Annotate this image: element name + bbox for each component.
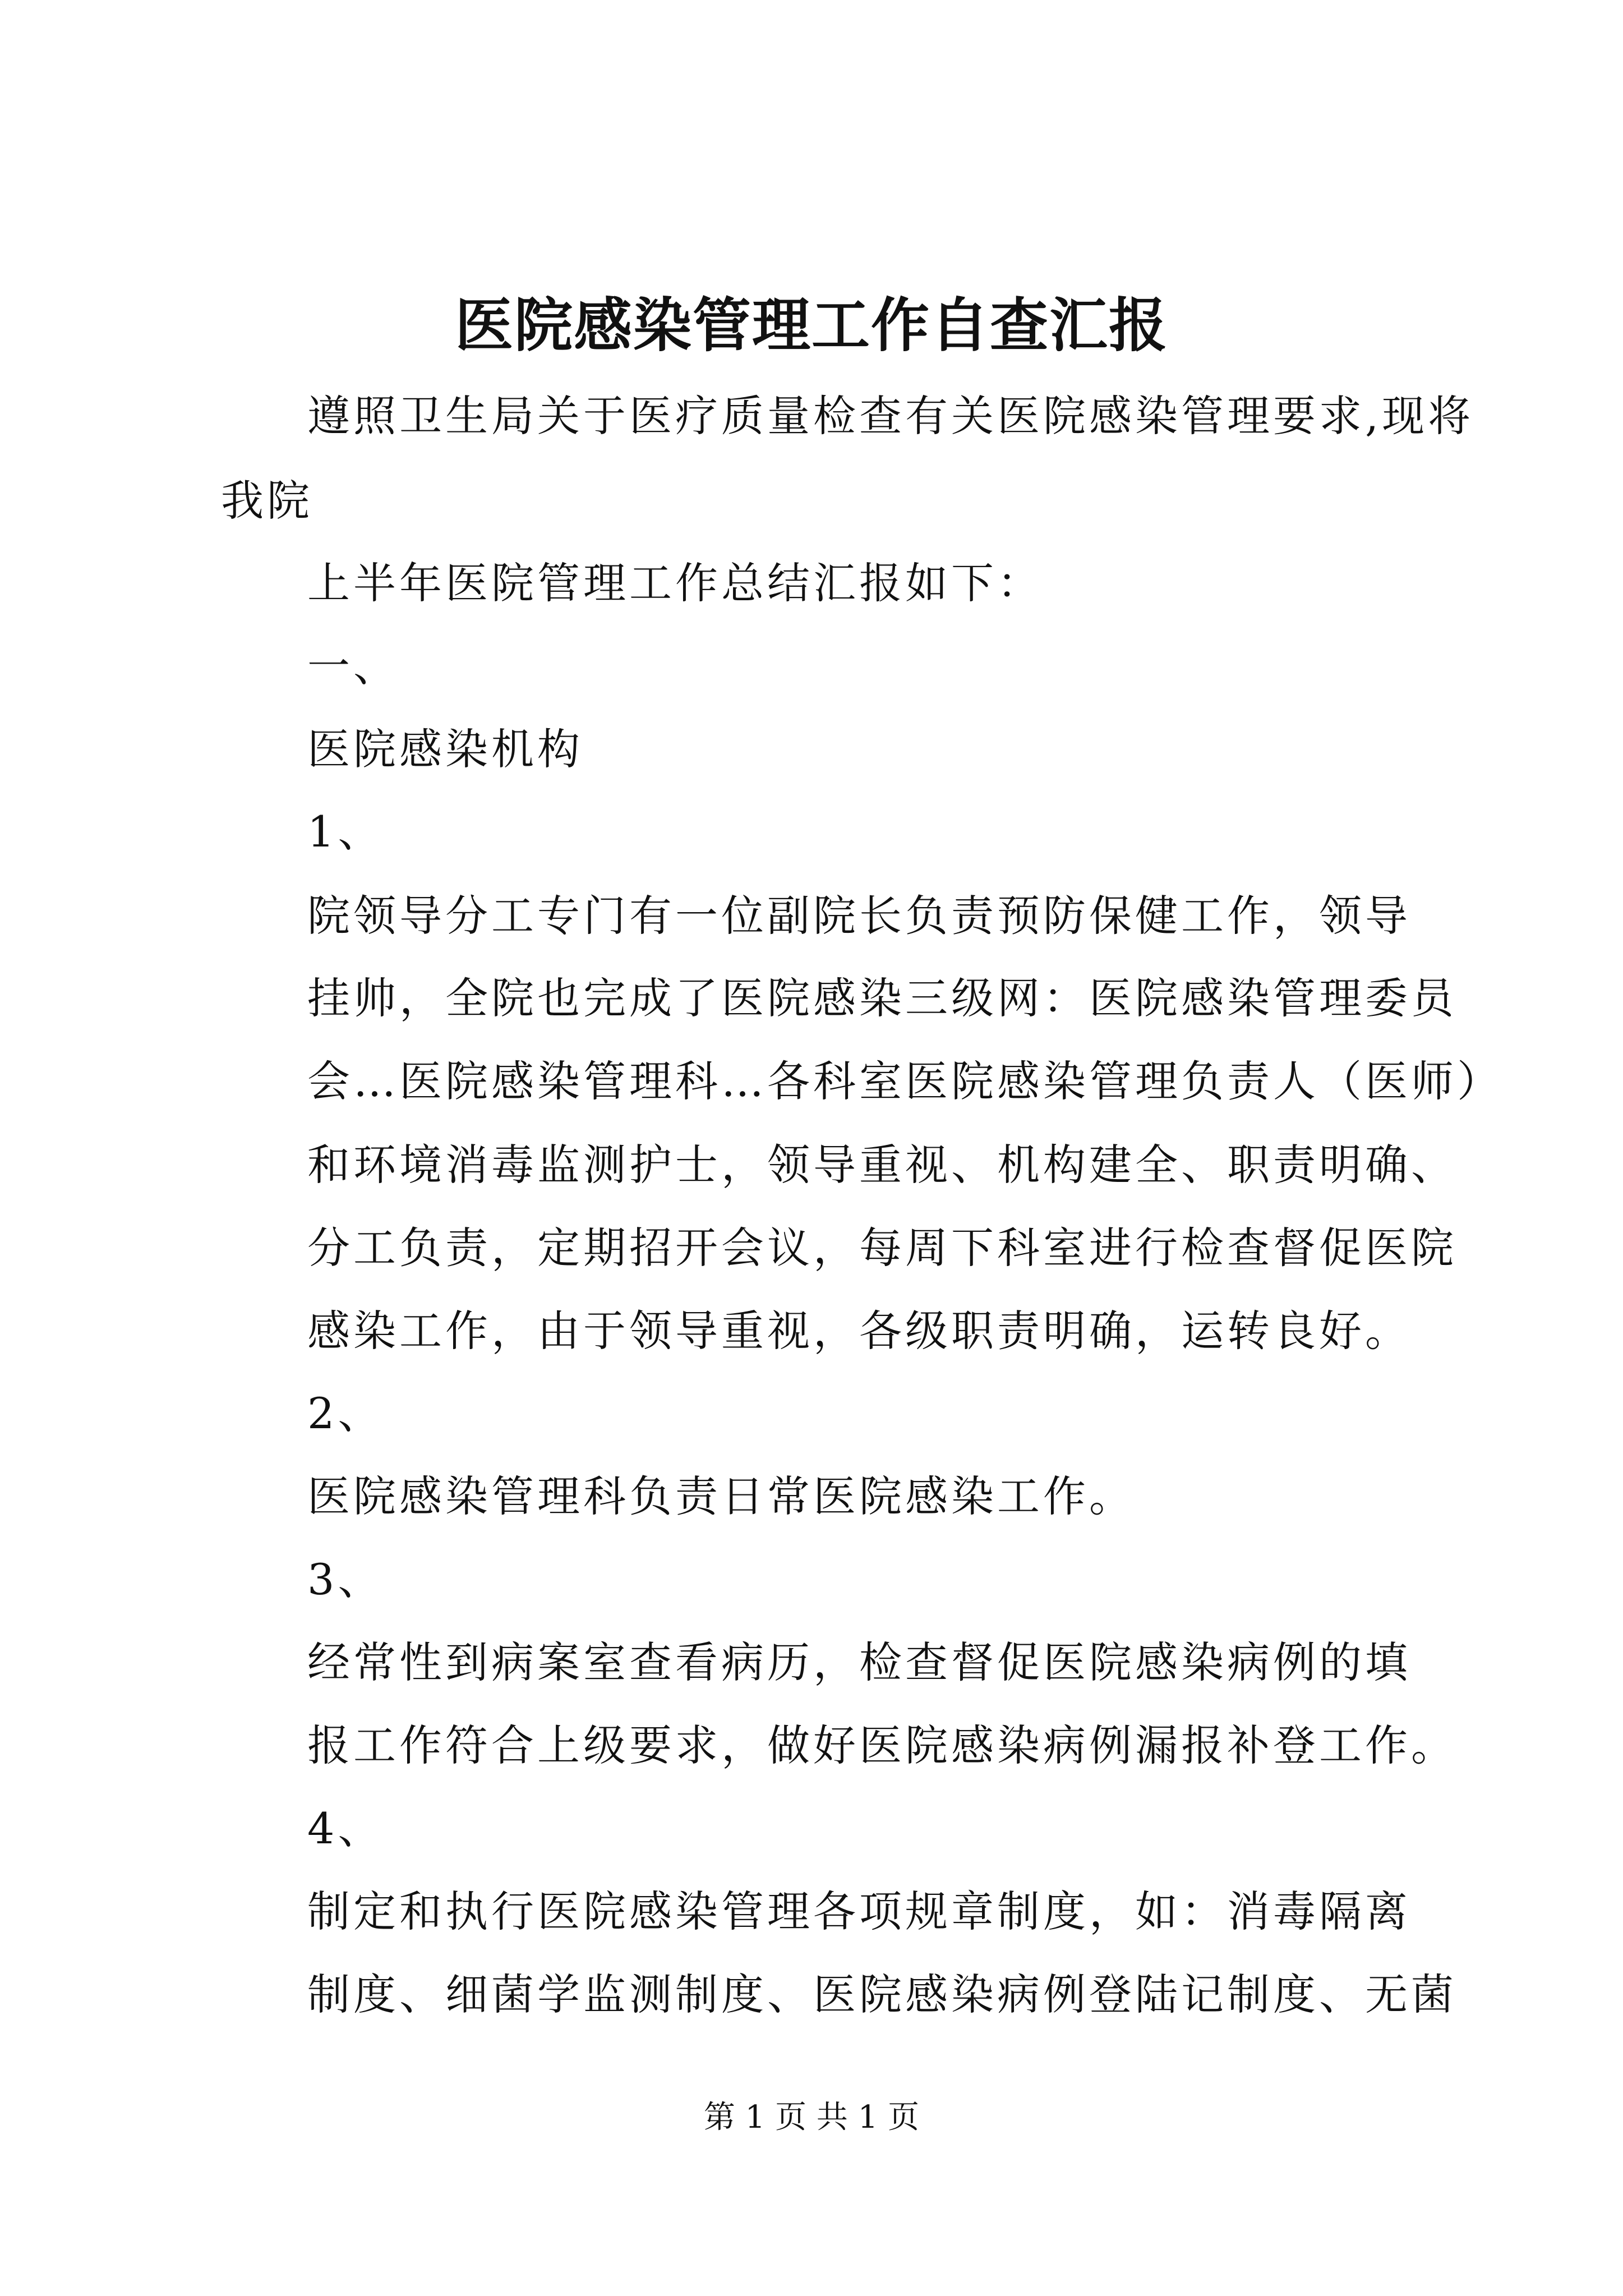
- body-line-14: 医院感染管理科负责日常医院感染工作。: [307, 1471, 1135, 1521]
- body-line-5: 医院感染机构: [307, 724, 583, 774]
- page-footer: 第 1 页 共 1 页: [703, 2099, 920, 2136]
- body-line-11: 分工负责，定期招开会议，每周下科室进行检查督促医院: [307, 1223, 1457, 1273]
- body-line-3: 上半年医院管理工作总结汇报如下：: [307, 558, 1043, 608]
- body-line-17: 报工作符合上级要求，做好医院感染病例漏报补登工作。: [307, 1720, 1457, 1770]
- body-line-2: 我院: [221, 476, 313, 526]
- body-line-18: 4、: [307, 1803, 384, 1853]
- body-line-6: 1、: [307, 807, 384, 857]
- document-title: 医院感染管理工作自查汇报: [454, 291, 1168, 360]
- body-line-12: 感染工作，由于领导重视，各级职责明确，运转良好。: [307, 1306, 1411, 1356]
- body-line-20: 制度、细菌学监测制度、医院感染病例登陆记制度、无菌: [307, 1970, 1457, 2019]
- body-line-15: 3、: [307, 1554, 384, 1604]
- body-line-4: 一、: [307, 641, 399, 691]
- body-line-8: 挂帅，全院也完成了医院感染三级网：医院感染管理委员: [307, 973, 1457, 1023]
- body-line-16: 经常性到病案室查看病历，检查督促医院感染病例的填: [307, 1637, 1411, 1687]
- body-line-1: 遵照卫生局关于医疗质量检查有关医院感染管理要求,现将: [307, 391, 1474, 441]
- body-line-10: 和环境消毒监测护士，领导重视、机构建全、职责明确、: [307, 1140, 1457, 1190]
- body-line-9: 会…医院感染管理科…各科室医院感染管理负责人（医师）: [307, 1056, 1503, 1106]
- body-line-13: 2、: [307, 1388, 384, 1438]
- body-line-7: 院领导分工专门有一位副院长负责预防保健工作，领导: [307, 891, 1411, 941]
- body-line-19: 制定和执行医院感染管理各项规章制度，如：消毒隔离: [307, 1887, 1411, 1936]
